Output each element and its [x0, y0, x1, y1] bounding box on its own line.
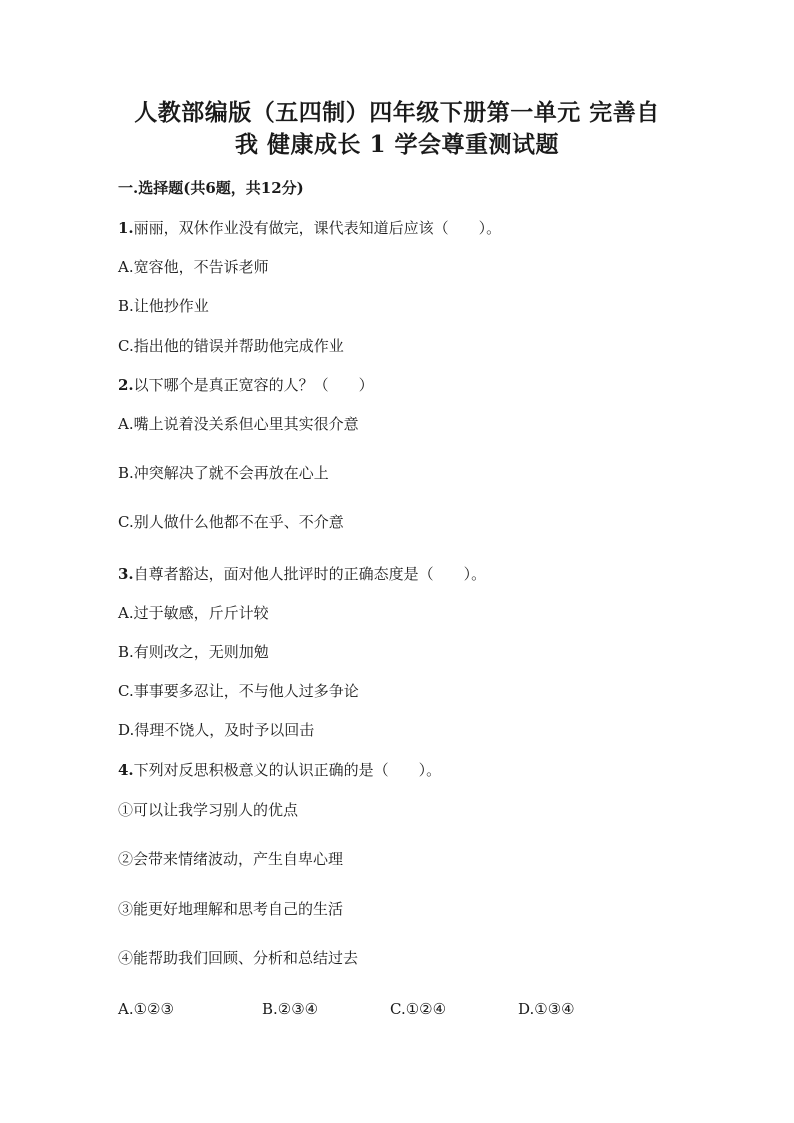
- question-3-option-c: C.事事要多忍让，不与他人过多争论: [118, 682, 359, 700]
- question-1-option-c: C.指出他的错误并帮助他完成作业: [118, 337, 344, 355]
- question-2: [118, 375, 374, 395]
- question-4-option-d: D.①③④: [518, 1000, 575, 1018]
- question-number: 3.: [118, 565, 134, 583]
- question-4-option-c: C.①②④: [390, 1000, 447, 1018]
- question-1-option-b: B.让他抄作业: [118, 297, 209, 315]
- question-4-option-a: A.①②③: [118, 1000, 174, 1018]
- question-text: 下列对反思积极意义的认识正确的是（ ）。: [133, 761, 442, 779]
- question-2-option-b: B.冲突解决了就不会再放在心上: [118, 464, 329, 482]
- question-text: 以下哪个是真正宽容的人？（ ）: [133, 376, 374, 394]
- question-4-options: [118, 999, 678, 1019]
- document-title-line-1: 人教部编版（五四制）四年级下册第一单元 完善自: [134, 99, 660, 126]
- question-4-statement-1: ①可以让我学习别人的优点: [118, 801, 299, 819]
- section-heading: 一.选择题(共6题，共12分): [118, 179, 304, 197]
- question-3-option-b: B.有则改之，无则加勉: [118, 643, 269, 661]
- question-3-option-d: D.得理不饶人，及时予以回击: [118, 721, 315, 739]
- question-4: [118, 760, 441, 780]
- question-number: 4.: [118, 761, 134, 779]
- question-text: 自尊者豁达，面对他人批评时的正确态度是（ ）。: [133, 565, 487, 583]
- question-4-statement-4: ④能帮助我们回顾、分析和总结过去: [118, 949, 359, 967]
- question-4-option-b: B.②③④: [262, 1000, 319, 1018]
- question-3-option-a: A.过于敏感，斤斤计较: [118, 604, 269, 622]
- question-1-option-a: A.宽容他，不告诉老师: [118, 258, 269, 276]
- question-2-option-c: C.别人做什么他都不在乎、不介意: [118, 513, 344, 531]
- question-4-statement-2: ②会带来情绪波动，产生自卑心理: [118, 850, 344, 868]
- question-1: [118, 218, 501, 238]
- question-3: [118, 564, 486, 584]
- document-title-line-2: 我 健康成长 1 学会尊重测试题: [234, 131, 560, 158]
- question-text: 丽丽，双休作业没有做完，课代表知道后应该（ ）。: [133, 219, 502, 237]
- question-number: 1.: [118, 219, 134, 237]
- question-4-statement-3: ③能更好地理解和思考自己的生活: [118, 900, 344, 918]
- question-number: 2.: [118, 376, 134, 394]
- question-2-option-a: A.嘴上说着没关系但心里其实很介意: [118, 415, 359, 433]
